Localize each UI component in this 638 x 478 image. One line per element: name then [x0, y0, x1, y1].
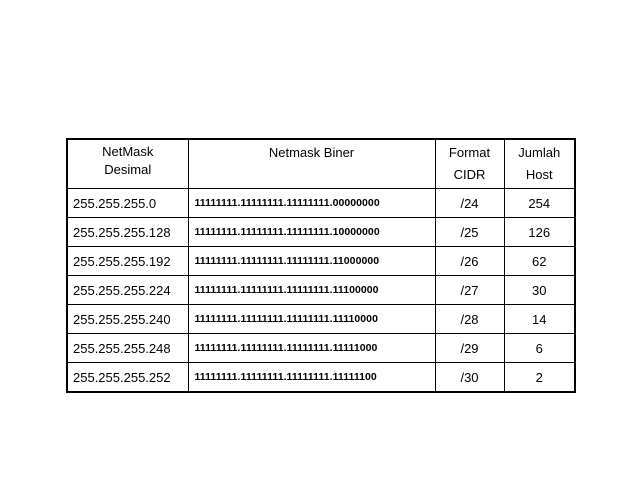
- table-row: [67, 334, 575, 363]
- host-count-cell: 62: [504, 247, 575, 276]
- header-text: Host: [525, 167, 553, 182]
- netmask-binary-cell: 11111111.11111111.11111111.11110000: [188, 305, 435, 334]
- host-count-cell: 14: [504, 305, 575, 334]
- netmask-binary-cell: 11111111.11111111.11111111.11000000: [188, 247, 435, 276]
- netmask-binary-cell: 11111111.11111111.11111111.11100000: [188, 276, 435, 305]
- table-row: [67, 189, 575, 218]
- cidr-cell: /28: [435, 305, 504, 334]
- netmask-binary-cell: 11111111.11111111.11111111.11111100: [188, 363, 435, 393]
- table-body: [67, 189, 575, 393]
- netmask-binary-cell: 11111111.11111111.11111111.00000000: [188, 189, 435, 218]
- host-count-cell: 2: [504, 363, 575, 393]
- table-row: [67, 247, 575, 276]
- table-row: [67, 363, 575, 393]
- netmask-decimal-cell: 255.255.255.0: [67, 189, 188, 218]
- netmask-decimal-cell: 255.255.255.248: [67, 334, 188, 363]
- header-format-cidr: [435, 139, 504, 189]
- header-netmask-desimal: [67, 139, 188, 189]
- header-text: Format: [448, 145, 491, 160]
- netmask-decimal-cell: 255.255.255.240: [67, 305, 188, 334]
- header-row: [67, 139, 575, 189]
- netmask-decimal-cell: 255.255.255.224: [67, 276, 188, 305]
- header-text: Desimal: [104, 162, 152, 177]
- netmask-decimal-cell: 255.255.255.252: [67, 363, 188, 393]
- header-text: NetMask: [102, 144, 154, 159]
- host-count-cell: 254: [504, 189, 575, 218]
- host-count-cell: 30: [504, 276, 575, 305]
- host-count-cell: 126: [504, 218, 575, 247]
- netmask-decimal-cell: 255.255.255.192: [67, 247, 188, 276]
- table-row: [67, 276, 575, 305]
- cidr-cell: /27: [435, 276, 504, 305]
- cidr-cell: /24: [435, 189, 504, 218]
- netmask-binary-cell: 11111111.11111111.11111111.10000000: [188, 218, 435, 247]
- netmask-table: [66, 138, 576, 393]
- table-header: [67, 139, 575, 189]
- table-row: [67, 218, 575, 247]
- cidr-cell: /30: [435, 363, 504, 393]
- netmask-binary-cell: 11111111.11111111.11111111.11111000: [188, 334, 435, 363]
- header-text: Jumlah: [518, 145, 561, 160]
- host-count-cell: 6: [504, 334, 575, 363]
- header-netmask-biner: [188, 139, 435, 189]
- header-jumlah-host: [504, 139, 575, 189]
- header-text: Netmask Biner: [268, 145, 355, 160]
- cidr-cell: /29: [435, 334, 504, 363]
- header-text: CIDR: [453, 167, 486, 182]
- cidr-cell: /26: [435, 247, 504, 276]
- table-row: [67, 305, 575, 334]
- netmask-decimal-cell: 255.255.255.128: [67, 218, 188, 247]
- cidr-cell: /25: [435, 218, 504, 247]
